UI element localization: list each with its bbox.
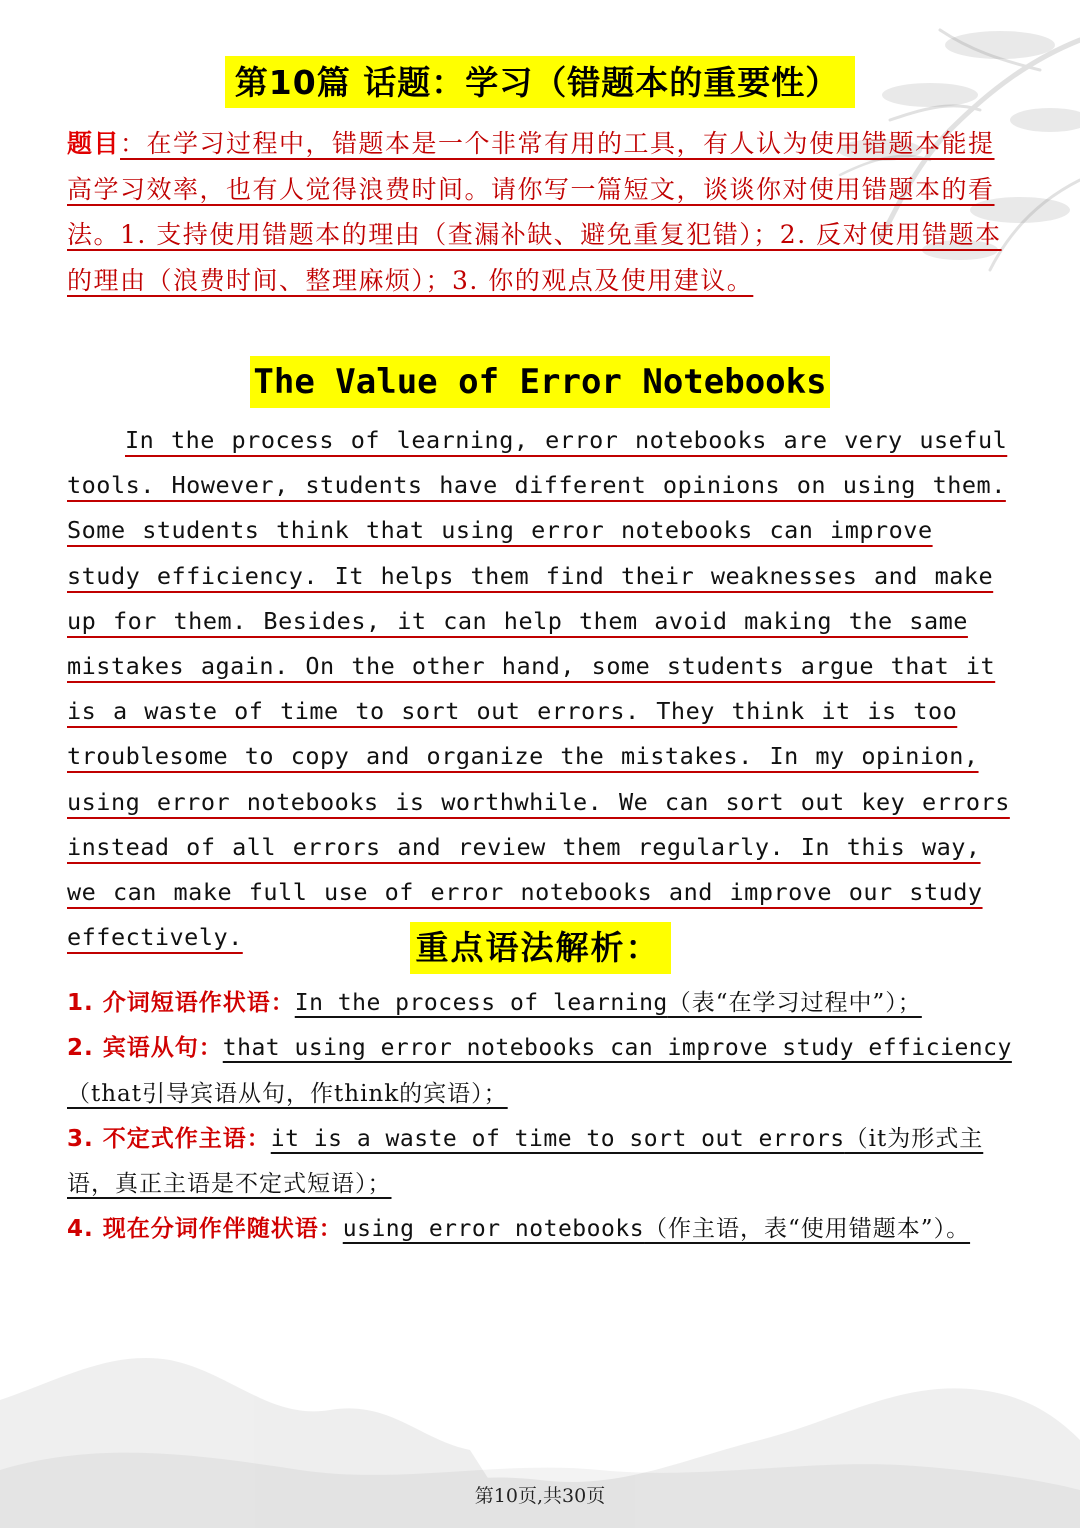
essay-title: The Value of Error Notebooks	[250, 356, 829, 408]
essay-body: In the process of learning, error notebooks are very useful tools. However, students have different opinions on using them. Some students think that using error notebooks can improve study efficiency. It helps them find their weaknesses and make up for them. Besides, it can help them avoid making the same mistakes again. On the other hand, some students argue that it is a waste of time to sort out errors. They think it is too troublesome to copy and organize the mistakes. In my opinion, using error notebooks is worthwhile. We can sort out key errors instead of all errors and review them regularly. In this way, we can make full use of error notebooks and improve our study effectively.	[67, 426, 1010, 952]
grammar-point	[67, 981, 1012, 1026]
page-number: 第10页,共30页	[474, 1485, 606, 1507]
title-container	[0, 56, 1080, 108]
grammar-point-note: （it为形式主语，真正主语是不定式短语）；	[67, 1125, 984, 1198]
essay-title-container	[0, 356, 1080, 408]
page-title: 第10篇 话题：学习（错题本的重要性）	[225, 56, 855, 108]
grammar-point-label: 1. 介词短语作状语：	[67, 990, 295, 1016]
grammar-point-label: 2. 宾语从句：	[67, 1035, 223, 1062]
prompt-text: ：在学习过程中，错题本是一个非常有用的工具，有人认为使用错题本能提高学习效率，也有人觉得浪费时间。请你写一篇短文，谈谈你对使用错题本的看法。1. 支持使用错题本的理由（查漏补缺、避免重复犯错）；2. 反对使用错题本的理由（浪费时间、整理麻烦）；3. 你的观点及使用建议。	[67, 129, 1002, 295]
prompt-paragraph	[67, 121, 1012, 303]
grammar-point-note: （that引导宾语从句，作think的宾语）；	[67, 1080, 508, 1107]
grammar-point	[67, 1117, 1012, 1208]
grammar-point	[67, 1207, 1012, 1252]
grammar-point-label: 3. 不定式作主语：	[67, 1125, 271, 1152]
grammar-point-example: In the process of learning	[294, 990, 668, 1016]
prompt-label: 题目	[67, 129, 121, 158]
grammar-list	[67, 981, 1012, 1253]
grammar-point-example: it is a waste of time to sort out errors	[270, 1125, 845, 1152]
grammar-point-label: 4. 现在分词作伴随状语：	[67, 1216, 343, 1243]
grammar-title: 重点语法解析：	[410, 922, 671, 974]
grammar-point-text	[295, 990, 922, 1016]
grammar-point	[67, 1026, 1012, 1117]
grammar-point-note: （表“在学习过程中”）；	[667, 990, 922, 1016]
grammar-point-text	[343, 1216, 970, 1242]
grammar-point-example: that using error notebooks can improve study efficiency	[222, 1035, 1012, 1062]
essay-paragraph	[67, 418, 1012, 960]
grammar-title-container	[0, 922, 1080, 974]
grammar-point-example: using error notebooks	[342, 1216, 645, 1243]
grammar-point-note: （作主语，表“使用错题本”）。	[644, 1216, 971, 1243]
